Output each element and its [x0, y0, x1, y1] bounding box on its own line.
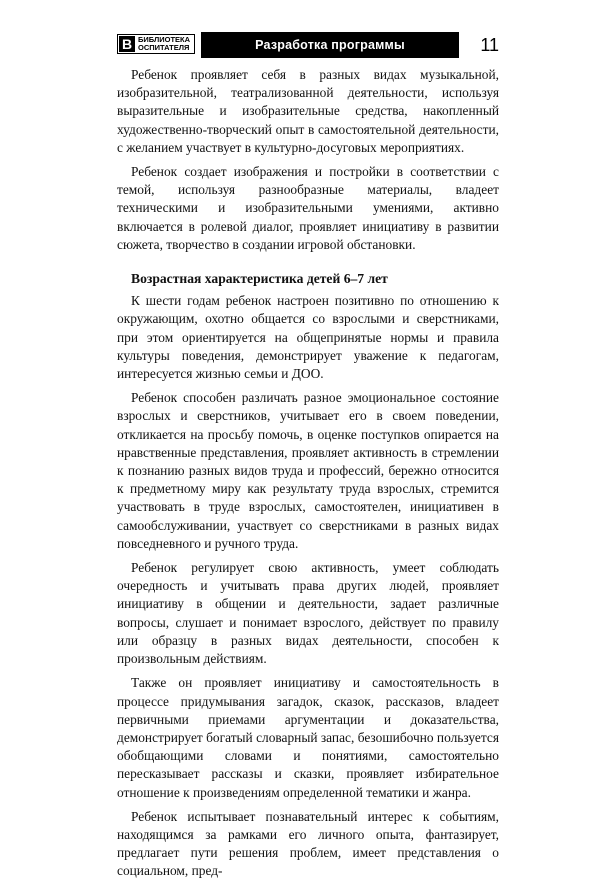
- logo-text: [138, 36, 190, 52]
- paragraph-5: Ребенок регулирует свою активность, умеет соблюдать очередность и учитывать права других людей, проявляет инициативу в общении и деятельности, задает различные вопросы, слушает и понимает взрослого, действует по правилу или образцу в разных видах деятельности, способен к произвольным действиям.: [117, 560, 499, 667]
- paragraph-7: Ребенок испытывает познавательный интерес к событиям, находящимся за рамками его личного опыта, фантазирует, предлагает пути решения проблем, имеет представления о социальном, пред-: [117, 808, 499, 879]
- paragraph-3: К шести годам ребенок настроен позитивно по отношению к окружающим, охотно общается со взрослыми и сверстниками, при этом ориентируется на общепринятые нормы и правила культуры поведения, демонстрирует уважение к педагогам, интересуется жизнью семьи и ДОО.: [117, 293, 499, 382]
- series-logo: [117, 34, 195, 54]
- logo-line-1: БИБЛИОТЕКА: [138, 35, 191, 44]
- section-heading: Возрастная характеристика детей 6–7 лет: [131, 271, 388, 287]
- paragraph-6: Также он проявляет инициативу и самостоятельность в процессе придумывания загадок, сказок, рассказов, владеет первичными приемами аргументации и доказательства, демонстрирует богатый словарный запас, безошибочно пользуется обобщающими словами и понятиями, самостоятельно пересказывает рассказы и сказки, проявляет избирательное отношение к произведениям определенной тематики и жанра.: [117, 675, 499, 800]
- logo-line-2: ОСПИТАТЕЛЯ: [138, 43, 190, 52]
- paragraph-4: Ребенок способен различать разное эмоциональное состояние взрослых и сверстников, учитывает его в своем поведении, откликается на просьбу помочь, в оценке поступков опирается на нравственные представления, проявляет активность в стремлении к познанию разных видов труда и профессий, бережно относится к предметному миру как результату труда взрослых, стремится участвовать в труде взрослых, самостоятелен, инициативен в самообслуживании, участвует со сверстниками в разных видах повседневного и ручного труда.: [117, 390, 499, 551]
- logo-letter-mark: В: [119, 36, 135, 52]
- running-header: [117, 32, 499, 58]
- paragraph-1: Ребенок проявляет себя в разных видах музыкальной, изобразительной, театрализованной деятельности, используя выразительные и изобразительные средства, накопленный художественно-творческий опыт в самостоятельной деятельности, с желанием участвует в культурно-досуговых мероприятиях.: [117, 67, 499, 155]
- paragraph-2: Ребенок создает изображения и постройки в соответствии с темой, используя разнообразные материалы, владеет техническими и изобразительными умениями, активно включается в ролевой диалог, проявляет инициативу в развитии сюжета, творчество в создании игровой обстановки.: [117, 164, 499, 252]
- page-number: 11: [480, 34, 499, 55]
- chapter-title: Разработка программы: [201, 32, 459, 58]
- page-body: [117, 66, 499, 887]
